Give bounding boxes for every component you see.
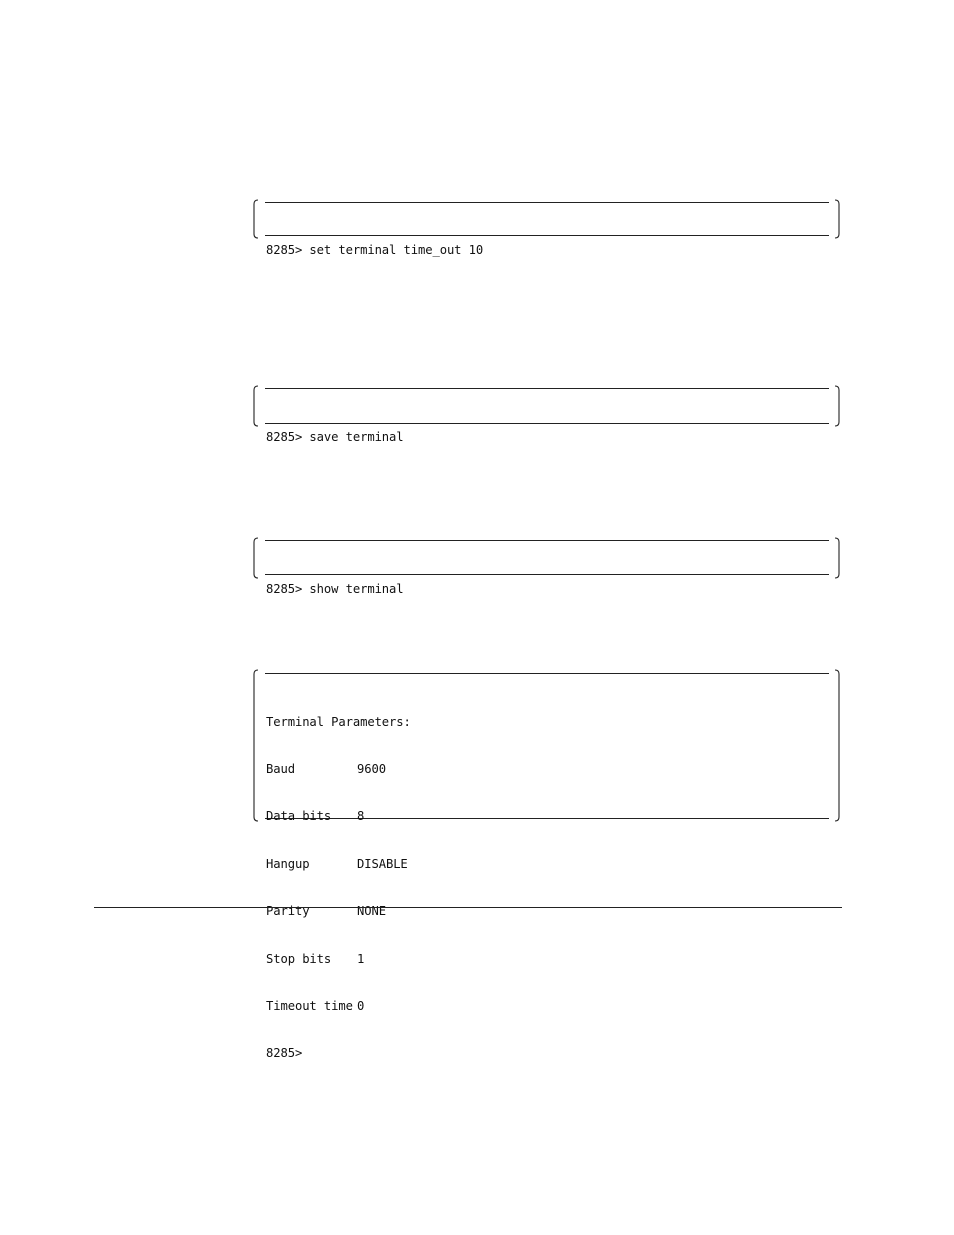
param-value: 8 [357, 809, 365, 824]
param-name: Baud [266, 761, 295, 776]
param-name: Data bits [266, 809, 332, 824]
command-line: 8285> save terminal [266, 429, 404, 444]
param-name: Hangup [266, 856, 310, 871]
param-name: Stop bits [266, 951, 332, 966]
param-name: Timeout time [266, 998, 353, 1013]
param-row-data-bits [266, 809, 830, 825]
command-line: 8285> set terminal time_out 10 [266, 242, 484, 257]
command-screen-set-timeout [253, 197, 840, 257]
output-header: Terminal Parameters: [266, 714, 411, 729]
param-name: Parity [266, 904, 310, 919]
param-value: 1 [357, 951, 365, 966]
command-line: 8285> show terminal [266, 581, 404, 596]
prompt-line: 8285> [266, 1046, 303, 1061]
param-row-hangup [266, 857, 830, 873]
param-row-timeout-time [266, 999, 830, 1015]
section-divider [94, 907, 842, 908]
param-value: NONE [357, 904, 386, 919]
param-row-stop-bits [266, 952, 830, 968]
command-screen-show-terminal [253, 536, 840, 596]
param-row-baud [266, 762, 830, 778]
param-value: DISABLE [357, 856, 408, 871]
param-value: 0 [357, 998, 365, 1013]
command-screen-save-terminal [253, 384, 840, 444]
terminal-output-screen [253, 668, 840, 1061]
param-value: 9600 [357, 761, 386, 776]
